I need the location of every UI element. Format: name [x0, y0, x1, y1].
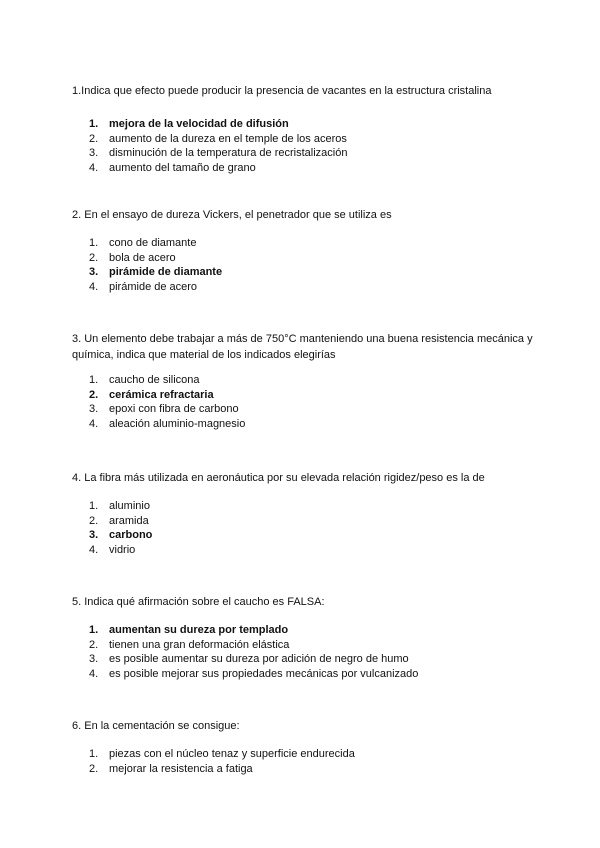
question-2	[72, 207, 542, 295]
option-number: 4.	[89, 668, 99, 681]
option-item	[72, 161, 542, 176]
option-text: es posible aumentar su dureza por adición de negro de humo	[109, 653, 409, 666]
option-item	[72, 132, 542, 147]
question-5	[72, 594, 542, 682]
option-item	[72, 402, 542, 417]
question-1	[72, 83, 542, 176]
option-text: cerámica refractaria	[109, 388, 214, 401]
option-item	[72, 499, 542, 514]
option-number: 4.	[89, 162, 99, 175]
option-item	[72, 251, 542, 266]
question-text: 4. La fibra más utilizada en aeronáutica por su elevada relación rigidez/peso es la de	[72, 472, 485, 484]
option-text: aumentan su dureza por templado	[109, 624, 289, 636]
option-text: aumento del tamaño de grano	[109, 162, 256, 175]
question-3	[72, 331, 542, 432]
option-item	[72, 388, 542, 403]
option-text: vidrio	[109, 544, 136, 557]
options-list	[72, 373, 542, 432]
option-number: 1.	[89, 624, 99, 636]
option-item	[72, 652, 542, 667]
option-item	[72, 373, 542, 388]
options-list	[72, 117, 542, 176]
option-item	[72, 543, 542, 558]
option-text: cono de diamante	[109, 237, 197, 249]
option-item	[72, 280, 542, 295]
option-number: 1.	[89, 374, 99, 386]
option-item	[72, 514, 542, 529]
option-item	[72, 762, 542, 777]
question-text: 6. En la cementación se consigue:	[72, 720, 240, 732]
option-number: 1.	[89, 118, 99, 130]
question-text: 2. En el ensayo de dureza Vickers, el penetrador que se utiliza es	[72, 209, 392, 221]
option-number: 1.	[89, 748, 99, 760]
option-text: piezas con el núcleo tenaz y superficie endurecida	[109, 748, 355, 760]
options-list	[72, 623, 542, 682]
question-text: 5. Indica qué afirmación sobre el caucho es FALSA:	[72, 596, 325, 608]
option-text: bola de acero	[109, 251, 176, 264]
option-number: 2.	[89, 251, 99, 264]
option-number: 2.	[89, 388, 99, 401]
option-text: carbono	[109, 529, 153, 542]
option-text: disminución de la temperatura de recristalización	[109, 147, 348, 160]
option-number: 3.	[89, 529, 99, 542]
option-item	[72, 146, 542, 161]
option-item	[72, 417, 542, 432]
option-text: aramida	[109, 514, 149, 527]
option-number: 3.	[89, 403, 99, 416]
option-number: 2.	[89, 762, 99, 775]
option-item	[72, 747, 542, 762]
option-text: epoxi con fibra de carbono	[109, 403, 239, 416]
option-text: pirámide de diamante	[109, 266, 223, 279]
question-6	[72, 718, 542, 776]
option-text: mejora de la velocidad de difusión	[109, 118, 289, 130]
option-number: 3.	[89, 266, 99, 279]
options-list	[72, 499, 542, 558]
option-number: 3.	[89, 653, 99, 666]
option-item	[72, 265, 542, 280]
option-item	[72, 623, 542, 638]
option-item	[72, 667, 542, 682]
option-number: 3.	[89, 147, 99, 160]
question-text: 1.Indica que efecto puede producir la presencia de vacantes en la estructura cristalina	[72, 85, 492, 97]
option-number: 4.	[89, 544, 99, 557]
options-list	[72, 747, 542, 776]
option-text: aluminio	[109, 500, 150, 512]
option-text: aumento de la dureza en el temple de los aceros	[109, 132, 347, 145]
option-item	[72, 236, 542, 251]
option-item	[72, 117, 542, 132]
option-number: 4.	[89, 418, 99, 431]
question-text: 3. Un elemento debe trabajar a más de 750°C manteniendo una buena resistencia mecánica y química, indica que material de los indicados elegirías	[72, 333, 533, 361]
option-number: 1.	[89, 500, 99, 512]
option-number: 1.	[89, 237, 99, 249]
option-number: 2.	[89, 638, 99, 651]
question-4	[72, 470, 542, 558]
option-number: 2.	[89, 514, 99, 527]
option-text: aleación aluminio-magnesio	[109, 418, 246, 431]
option-text: mejorar la resistencia a fatiga	[109, 762, 253, 775]
option-item	[72, 638, 542, 653]
option-text: caucho de silicona	[109, 374, 200, 386]
option-number: 4.	[89, 281, 99, 294]
option-number: 2.	[89, 132, 99, 145]
option-item	[72, 528, 542, 543]
option-text: pirámide de acero	[109, 281, 198, 294]
options-list	[72, 236, 542, 295]
option-text: tienen una gran deformación elástica	[109, 638, 290, 651]
option-text: es posible mejorar sus propiedades mecánicas por vulcanizado	[109, 668, 419, 681]
